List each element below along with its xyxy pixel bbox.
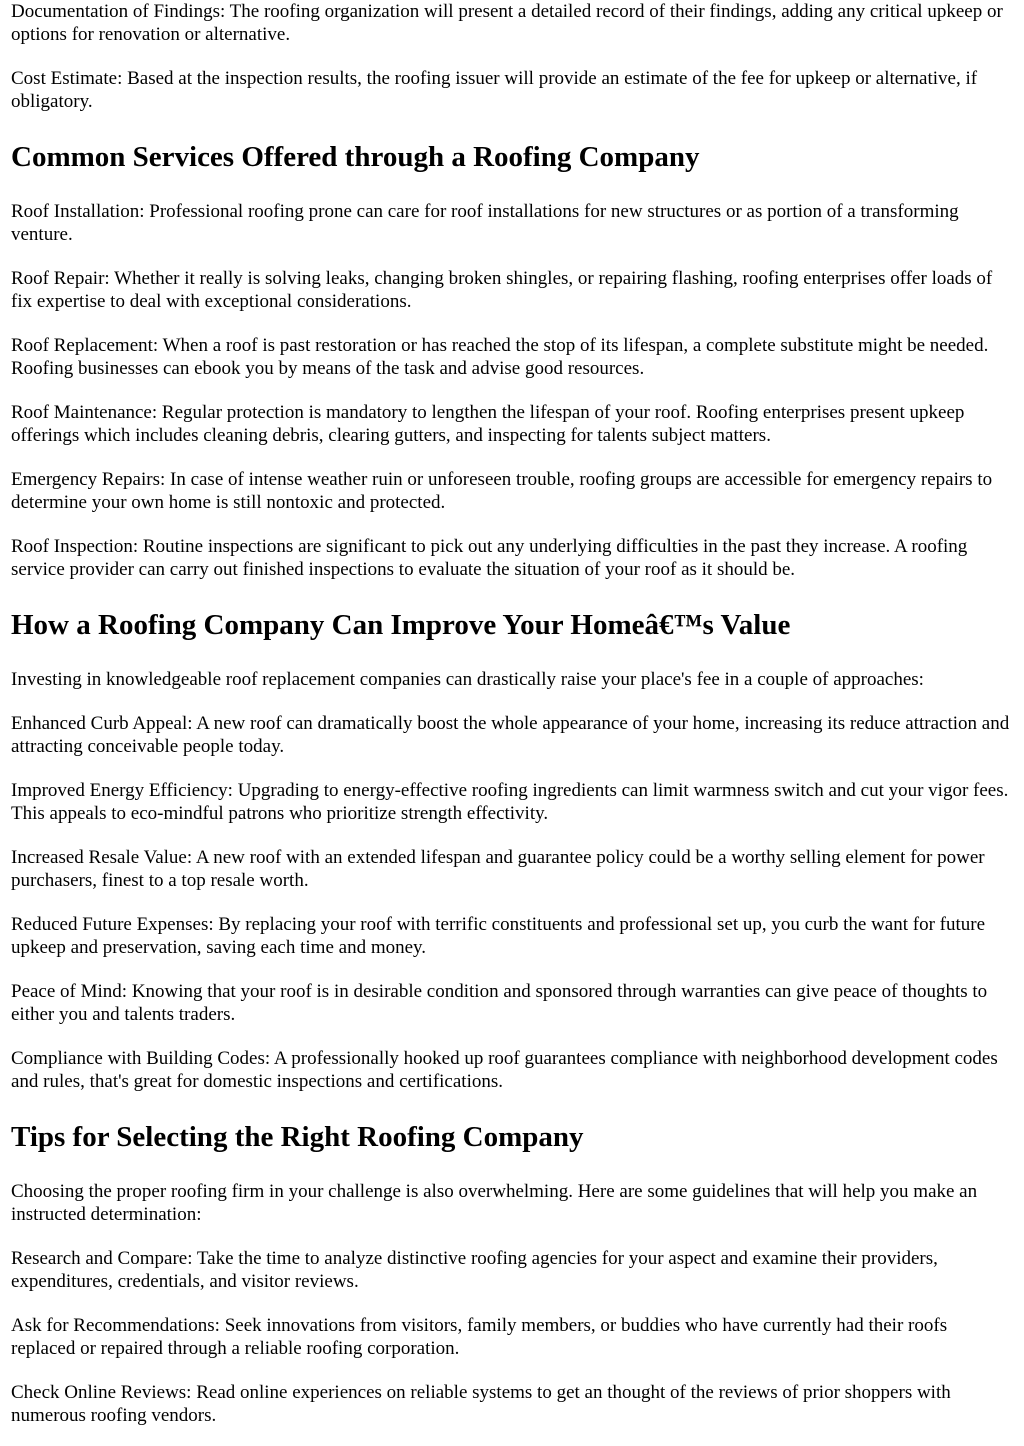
paragraph-roof-replacement: Roof Replacement: When a roof is past restoration or has reached the stop of its lifespan, a complete substitute might be needed. Roofing businesses can ebook you by means of the task and advise good resources.	[11, 335, 989, 379]
paragraph-emergency-repairs: Emergency Repairs: In case of intense weather ruin or unforeseen trouble, roofing groups are accessible for emergency repairs to determine your own home is still nontoxic and protected.	[11, 469, 993, 513]
paragraph-roof-inspection: Roof Inspection: Routine inspections are significant to pick out any underlying difficulties in the past they increase. A roofing service provider can carry out finished inspections to evaluate the situation of your roof as it should be.	[11, 536, 968, 580]
heading-selection-tips: Tips for Selecting the Right Roofing Company	[11, 1121, 584, 1153]
paragraph-peace-of-mind: Peace of Mind: Knowing that your roof is in desirable condition and sponsored through warranties can give peace of thoughts to either you and talents traders.	[11, 981, 988, 1025]
paragraph-future-expenses: Reduced Future Expenses: By replacing your roof with terrific constituents and professional set up, you curb the want for future upkeep and preservation, saving each time and money.	[11, 914, 986, 958]
paragraph-investing-intro: Investing in knowledgeable roof replacement companies can drastically raise your place's fee in a couple of approaches:	[11, 669, 924, 690]
section-selection-tips	[11, 1120, 1014, 1427]
paragraph-online-reviews: Check Online Reviews: Read online experiences on reliable systems to get an thought of the reviews of prior shoppers with numerous roofing vendors.	[11, 1382, 951, 1426]
paragraph-resale-value: Increased Resale Value: A new roof with an extended lifespan and guarantee policy could be a worthy selling element for power purchasers, finest to a top resale worth.	[11, 847, 985, 891]
paragraph-recommendations: Ask for Recommendations: Seek innovations from visitors, family members, or buddies who have currently had their roofs replaced or repaired through a reliable roofing corporation.	[11, 1315, 948, 1359]
paragraph-research-compare: Research and Compare: Take the time to analyze distinctive roofing agencies for your aspect and examine their providers, expenditures, credentials, and visitor reviews.	[11, 1248, 938, 1292]
paragraph-energy-efficiency: Improved Energy Efficiency: Upgrading to energy-effective roofing ingredients can limit warmness switch and cut your vigor fees. This appeals to eco-mindful patrons who prioritize strength effectivity.	[11, 780, 1009, 824]
paragraph-building-codes: Compliance with Building Codes: A professionally hooked up roof guarantees compliance with neighborhood development codes and rules, that's great for domestic inspections and certifications.	[11, 1048, 998, 1092]
paragraph-choosing-intro: Choosing the proper roofing firm in your challenge is also overwhelming. Here are some guidelines that will help you make an instructed determination:	[11, 1181, 978, 1225]
paragraph-roof-installation: Roof Installation: Professional roofing prone can care for roof installations for new structures or as portion of a transforming venture.	[11, 201, 959, 245]
section-common-services	[11, 140, 1014, 581]
paragraph-cost-estimate: Cost Estimate: Based at the inspection results, the roofing issuer will provide an estimate of the fee for upkeep or alternative, if obligatory.	[11, 68, 978, 112]
heading-home-value: How a Roofing Company Can Improve Your Homeâ€™s Value	[11, 609, 791, 641]
paragraph-documentation-of-findings: Documentation of Findings: The roofing organization will present a detailed record of their findings, adding any critical upkeep or options for renovation or alternative.	[11, 1, 1003, 45]
paragraph-curb-appeal: Enhanced Curb Appeal: A new roof can dramatically boost the whole appearance of your home, increasing its reduce attraction and attracting conceivable people today.	[11, 713, 1010, 757]
intro-section	[11, 0, 1014, 113]
section-home-value	[11, 608, 1014, 1093]
heading-common-services: Common Services Offered through a Roofing Company	[11, 141, 700, 173]
paragraph-roof-maintenance: Roof Maintenance: Regular protection is mandatory to lengthen the lifespan of your roof. Roofing enterprises present upkeep offerings which includes cleaning debris, clearing gutters, and inspecting for talents subject matters.	[11, 402, 965, 446]
paragraph-roof-repair: Roof Repair: Whether it really is solving leaks, changing broken shingles, or repairing flashing, roofing enterprises offer loads of fix expertise to deal with exceptional considerations.	[11, 268, 993, 312]
